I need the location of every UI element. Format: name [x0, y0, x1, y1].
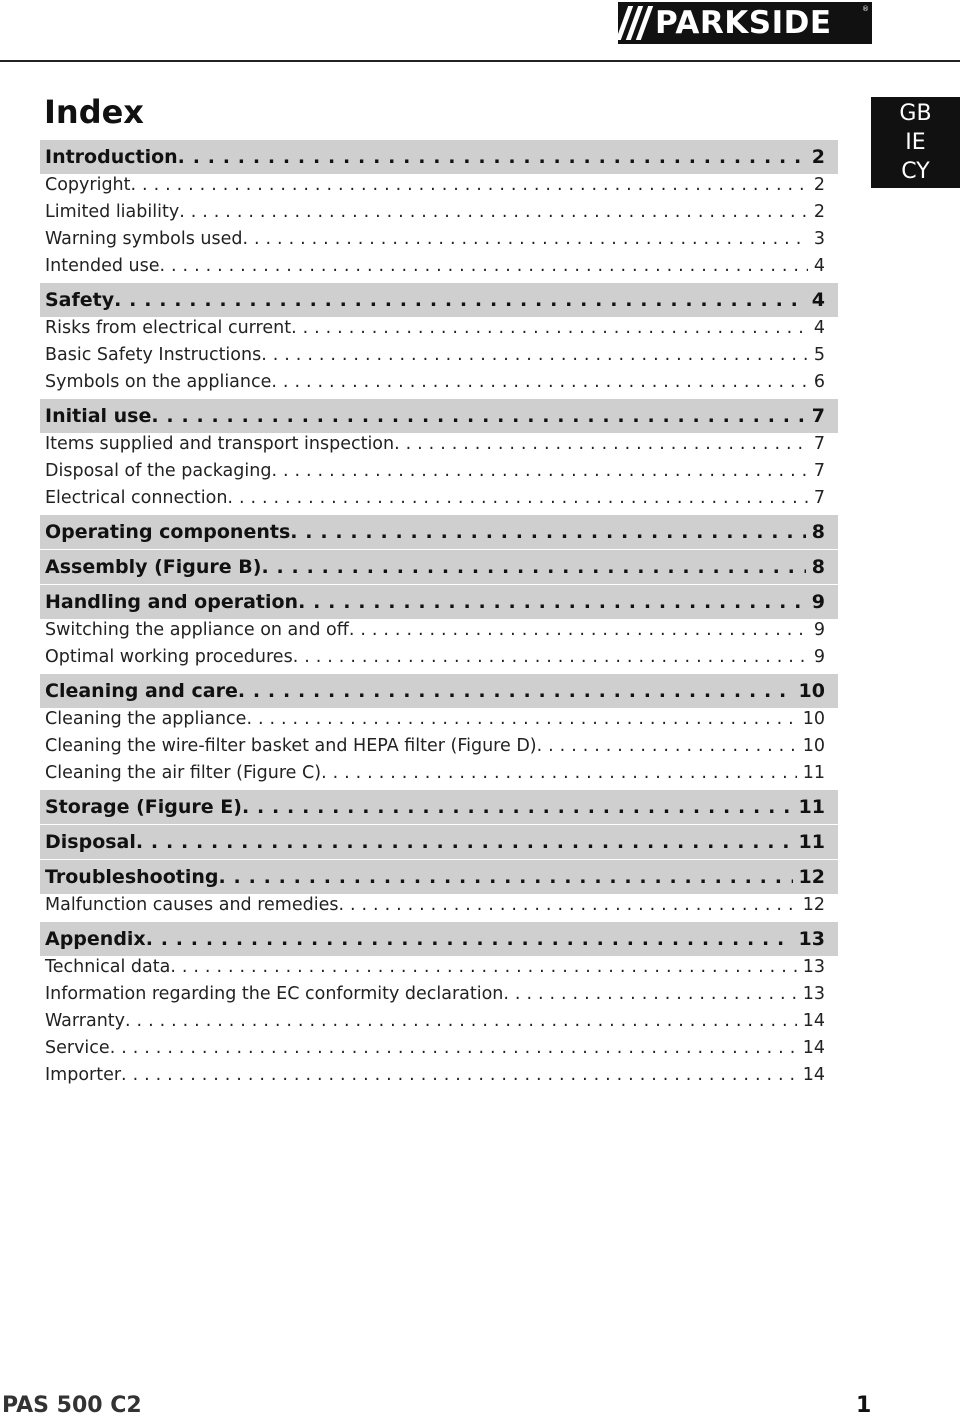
toc-page-number: 13 — [798, 928, 825, 950]
toc-page-number: 4 — [813, 256, 825, 276]
toc-leader-dots — [246, 709, 796, 729]
toc-label: Copyright — [45, 175, 131, 195]
toc-label: Service — [45, 1038, 110, 1058]
toc-leader-dots — [151, 405, 805, 427]
toc-label: Handling and operation — [45, 591, 299, 613]
toc-entry-row[interactable] — [40, 981, 838, 1007]
toc-entry-row[interactable] — [40, 760, 838, 786]
toc-section-row[interactable] — [40, 140, 838, 174]
toc-label: Disposal of the packaging — [45, 461, 272, 481]
toc-leader-dots — [394, 434, 808, 454]
toc-page-number: 2 — [813, 202, 825, 222]
toc-label: Intended use — [45, 256, 160, 276]
toc-page-number: 9 — [811, 591, 825, 613]
toc-entry-row[interactable] — [40, 315, 838, 341]
toc-label: Technical data — [45, 957, 171, 977]
toc-leader-dots — [242, 229, 807, 249]
toc-page-number: 10 — [802, 736, 825, 756]
toc-label: Symbols on the appliance — [45, 372, 272, 392]
toc-page-number: 8 — [811, 556, 825, 578]
toc-page-number: 9 — [813, 620, 825, 640]
toc-section-row[interactable] — [40, 825, 838, 859]
header-rule — [0, 60, 960, 62]
toc-page-number: 14 — [802, 1011, 825, 1031]
toc-entry-row[interactable] — [40, 226, 838, 252]
toc-label: Initial use — [45, 405, 152, 427]
toc-leader-dots — [227, 488, 807, 508]
toc-page-number: 12 — [802, 895, 825, 915]
toc-page-number: 11 — [802, 763, 825, 783]
toc-entry-row[interactable] — [40, 342, 838, 368]
toc-label: Basic Safety Instructions — [45, 345, 262, 365]
toc-section-row[interactable] — [40, 585, 838, 619]
toc-page-number: 11 — [798, 796, 825, 818]
toc-leader-dots — [178, 146, 806, 168]
toc-entry-row[interactable] — [40, 431, 838, 457]
toc-leader-dots — [114, 289, 806, 311]
toc-leader-dots — [242, 796, 793, 818]
toc-label: Cleaning and care — [45, 680, 238, 702]
toc-page-number: 7 — [813, 488, 825, 508]
toc-leader-dots — [136, 831, 793, 853]
toc-entry-row[interactable] — [40, 253, 838, 279]
toc-label: Storage (Figure E) — [45, 796, 242, 818]
toc-leader-dots — [298, 591, 806, 613]
toc-section-row[interactable] — [40, 515, 838, 549]
parkside-logo — [618, 2, 872, 44]
registered-mark: ® — [862, 5, 869, 13]
toc-leader-dots — [238, 680, 793, 702]
toc-label: Limited liability — [45, 202, 180, 222]
toc-label: Optimal working procedures — [45, 647, 293, 667]
toc-leader-dots — [110, 1038, 797, 1058]
page-title: Index — [44, 93, 144, 131]
toc-page-number: 4 — [813, 318, 825, 338]
toc-leader-dots — [121, 1065, 797, 1085]
toc-entry-row[interactable] — [40, 644, 838, 670]
footer-model-number: PAS 500 C2 — [2, 1393, 142, 1417]
toc-section-row[interactable] — [40, 922, 838, 956]
toc-page-number: 2 — [811, 146, 825, 168]
toc-entry-row[interactable] — [40, 617, 838, 643]
toc-label: Items supplied and transport inspection — [45, 434, 395, 454]
footer-page-number: 1 — [856, 1393, 872, 1417]
toc-leader-dots — [293, 647, 808, 667]
toc-label: Importer — [45, 1065, 122, 1085]
toc-label: Introduction — [45, 146, 178, 168]
toc-leader-dots — [261, 345, 808, 365]
toc-entry-row[interactable] — [40, 369, 838, 395]
toc-page-number: 7 — [811, 405, 825, 427]
toc-leader-dots — [503, 984, 796, 1004]
toc-entry-row[interactable] — [40, 485, 838, 511]
toc-entry-row[interactable] — [40, 1062, 838, 1088]
toc-label: Cleaning the air filter (Figure C) — [45, 763, 322, 783]
toc-leader-dots — [271, 461, 807, 481]
toc-leader-dots — [537, 736, 797, 756]
toc-leader-dots — [131, 175, 808, 195]
toc-page-number: 3 — [813, 229, 825, 249]
toc-page-number: 14 — [802, 1065, 825, 1085]
toc-page-number: 14 — [802, 1038, 825, 1058]
toc-label: Appendix — [45, 928, 146, 950]
toc-page-number: 6 — [813, 372, 825, 392]
toc-leader-dots — [290, 521, 806, 543]
toc-page-number: 2 — [813, 175, 825, 195]
toc-entry-row[interactable] — [40, 892, 838, 918]
toc-entry-row[interactable] — [40, 706, 838, 732]
toc-leader-dots — [160, 256, 808, 276]
toc-leader-dots — [170, 957, 796, 977]
toc-leader-dots — [321, 763, 797, 783]
toc-entry-row[interactable] — [40, 199, 838, 225]
toc-leader-dots — [291, 318, 808, 338]
toc-page-number: 11 — [798, 831, 825, 853]
language-code: IE — [905, 130, 926, 155]
logo-text: PARKSIDE — [655, 4, 832, 41]
toc-leader-dots — [349, 620, 808, 640]
toc-label: Safety — [45, 289, 115, 311]
language-code: GB — [899, 101, 932, 126]
toc-label: Electrical connection — [45, 488, 228, 508]
toc-page-number: 10 — [798, 680, 825, 702]
toc-label: Information regarding the EC conformity declaration — [45, 984, 504, 1004]
toc-section-row[interactable] — [40, 283, 838, 317]
toc-page-number: 13 — [802, 984, 825, 1004]
toc-page-number: 7 — [813, 434, 825, 454]
toc-entry-row[interactable] — [40, 1035, 838, 1061]
toc-leader-dots — [271, 372, 807, 392]
toc-leader-dots — [125, 1011, 797, 1031]
toc-section-row[interactable] — [40, 674, 838, 708]
toc-section-row[interactable] — [40, 550, 838, 584]
toc-label: Assembly (Figure B) — [45, 556, 262, 578]
toc-section-row[interactable] — [40, 790, 838, 824]
toc-page-number: 12 — [798, 866, 825, 888]
toc-label: Cleaning the wire-filter basket and HEPA filter (Figure D) — [45, 736, 537, 756]
toc-leader-dots — [146, 928, 793, 950]
toc-section-row[interactable] — [40, 860, 838, 894]
toc-leader-dots — [219, 866, 793, 888]
toc-entry-row[interactable] — [40, 954, 838, 980]
toc-leader-dots — [261, 556, 805, 578]
toc-label: Malfunction causes and remedies — [45, 895, 339, 915]
toc-page-number: 13 — [802, 957, 825, 977]
toc-page-number: 8 — [811, 521, 825, 543]
toc-label: Warning symbols used — [45, 229, 243, 249]
language-tab — [871, 97, 960, 188]
toc-label: Cleaning the appliance — [45, 709, 247, 729]
toc-page-number: 7 — [813, 461, 825, 481]
toc-page-number: 10 — [802, 709, 825, 729]
logo-slashes-icon — [622, 6, 647, 40]
toc-label: Operating components — [45, 521, 291, 543]
toc-leader-dots — [338, 895, 796, 915]
toc-section-row[interactable] — [40, 399, 838, 433]
toc-entry-row[interactable] — [40, 1008, 838, 1034]
toc-entry-row[interactable] — [40, 458, 838, 484]
toc-entry-row[interactable] — [40, 733, 838, 759]
toc-label: Switching the appliance on and off — [45, 620, 349, 640]
toc-label: Disposal — [45, 831, 136, 853]
toc-entry-row[interactable] — [40, 172, 838, 198]
toc-page-number: 9 — [813, 647, 825, 667]
toc-label: Risks from electrical current — [45, 318, 292, 338]
language-code: CY — [901, 159, 930, 184]
toc-leader-dots — [179, 202, 808, 222]
toc-page-number: 4 — [811, 289, 825, 311]
toc-page-number: 5 — [813, 345, 825, 365]
toc-label: Troubleshooting — [45, 866, 219, 888]
toc-label: Warranty — [45, 1011, 126, 1031]
